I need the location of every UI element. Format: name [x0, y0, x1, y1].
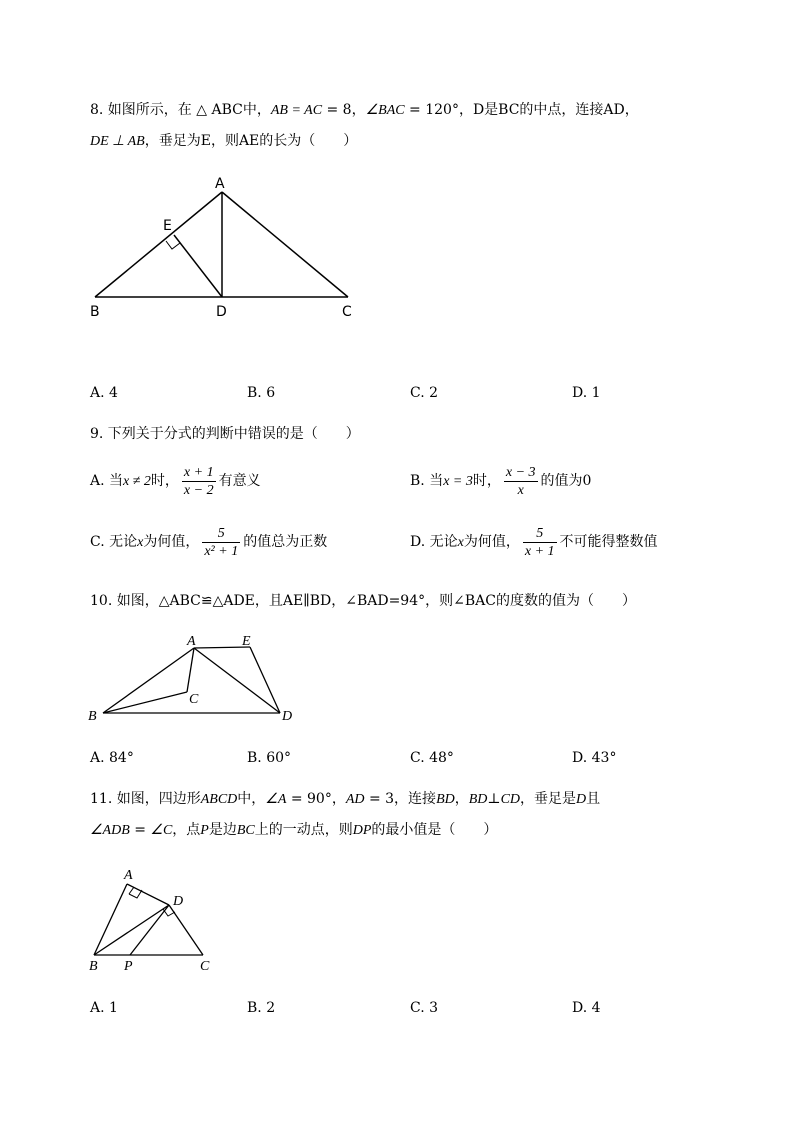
q11-text: ⊥ [487, 791, 501, 807]
q11-text: 上的一动点，则 [254, 822, 353, 838]
q11-text: ， [454, 791, 469, 807]
q11-label-b: B [89, 959, 98, 974]
q11-segment-dp [130, 905, 169, 955]
q9-text: 不可能得整数值 [559, 534, 658, 550]
q9-text: 有意义 [218, 473, 261, 489]
q11-math: CD [500, 792, 521, 807]
q9-text: B. 当 [410, 473, 444, 489]
q8-option-d[interactable]: D. 1 [572, 385, 601, 401]
q8-math: ∠BAC [365, 103, 405, 118]
q8-option-a[interactable]: A. 4 [90, 385, 118, 401]
fraction-denominator: x + 1 [524, 543, 555, 559]
q11-math: BD [468, 792, 488, 807]
q11-label-p: P [124, 959, 133, 974]
q9-text: D. 无论 [410, 534, 458, 550]
q11-math: ABCD [200, 792, 238, 807]
q8-math: DE ⊥ AB [90, 134, 145, 149]
fraction-numerator: 5 [536, 525, 544, 541]
q11-text: = [129, 822, 151, 838]
q11-math: D [576, 792, 587, 807]
q8-text: = 120°，D是BC的中点，连接AD， [404, 102, 639, 118]
q11-text: 11. 如图，四边形 [90, 791, 201, 807]
q10-stem: 10. 如图，△ABC≌△ADE，且AE∥BD，∠BAD=94°，则∠BAC的度数的值为（ ） [90, 593, 636, 609]
q11-text: 是边 [208, 822, 237, 838]
q9-text: 时， [150, 473, 179, 489]
q10-option-d[interactable]: D. 43° [572, 750, 617, 766]
q8-text: = 8， [322, 102, 366, 118]
q8-text: ，垂足为E，则AE的长为（ ） [144, 133, 358, 149]
q11-text: 中， [237, 791, 266, 807]
q8-option-b[interactable]: B. 6 [247, 385, 276, 401]
q11-math: DP [352, 823, 372, 838]
q10-option-a[interactable]: A. 84° [90, 750, 134, 766]
q9-math: x ≠ 2 [123, 474, 151, 489]
q10-label-a: A [187, 634, 196, 649]
fraction-numerator: 5 [217, 525, 225, 541]
q11-text: ，垂足是 [520, 791, 577, 807]
q9-stem: 9. 下列关于分式的判断中错误的是（ ） [90, 426, 360, 442]
q11-math: ∠C [150, 823, 173, 838]
q9-text: C. 无论 [90, 534, 138, 550]
q8-option-c[interactable]: C. 2 [410, 385, 439, 401]
q10-option-c[interactable]: C. 48° [410, 750, 454, 766]
q11-math: BC [236, 823, 255, 838]
q11-option-d[interactable]: D. 4 [572, 1000, 601, 1016]
q11-label-d: D [173, 894, 184, 909]
q8-text: 8. 如图所示，在 △ ABC中， [90, 102, 271, 118]
fraction-denominator: x² + 1 [204, 543, 239, 559]
q11-text: 的最小值是（ ） [371, 822, 498, 838]
q9-math: x [457, 535, 464, 550]
q10-label-e: E [242, 634, 251, 649]
q8-math: AB = AC [270, 103, 323, 118]
q11-text: ，点 [172, 822, 201, 838]
q11-text: = 3，连接 [364, 791, 437, 807]
q10-option-b[interactable]: B. 60° [247, 750, 292, 766]
q11-option-a[interactable]: A. 1 [90, 1000, 118, 1016]
q9-text: A. 当 [90, 473, 124, 489]
q8-label-d: D [216, 304, 227, 320]
q11-text: 且 [586, 791, 601, 807]
q10-label-c: C [189, 692, 199, 707]
q11-label-c: C [200, 959, 210, 974]
fraction-denominator: x [504, 481, 538, 499]
q8-label-c: C [342, 304, 352, 320]
q9-text: 的值总为正数 [243, 534, 328, 550]
q9-text: 为何值， [143, 534, 200, 550]
q9-text: 的值为0 [540, 473, 592, 489]
fraction-denominator: x − 2 [183, 482, 214, 498]
q9-math: x [137, 535, 144, 550]
q10-label-b: B [88, 709, 97, 724]
q8-label-a: A [215, 176, 225, 192]
q10-label-d: D [282, 709, 293, 724]
fraction-numerator: x − 3 [505, 464, 536, 480]
q11-math: AD [345, 792, 365, 807]
q9-math: x = 3 [443, 474, 473, 489]
q11-option-b[interactable]: B. 2 [247, 1000, 276, 1016]
q11-math: ∠A [265, 792, 287, 807]
q11-math: BD [436, 792, 455, 807]
q11-right-angle-mark-a [129, 887, 134, 894]
fraction-numerator: x + 1 [183, 464, 214, 480]
q11-label-a: A [124, 868, 133, 883]
q11-math: ∠ADB [90, 823, 130, 838]
q8-label-b: B [90, 304, 100, 320]
q8-label-e: E [163, 218, 172, 234]
q11-text: = 90°， [286, 791, 346, 807]
q11-option-c[interactable]: C. 3 [410, 1000, 439, 1016]
q9-text: 时， [472, 473, 501, 489]
q9-text: 为何值， [463, 534, 520, 550]
q11-math: P [200, 823, 209, 838]
